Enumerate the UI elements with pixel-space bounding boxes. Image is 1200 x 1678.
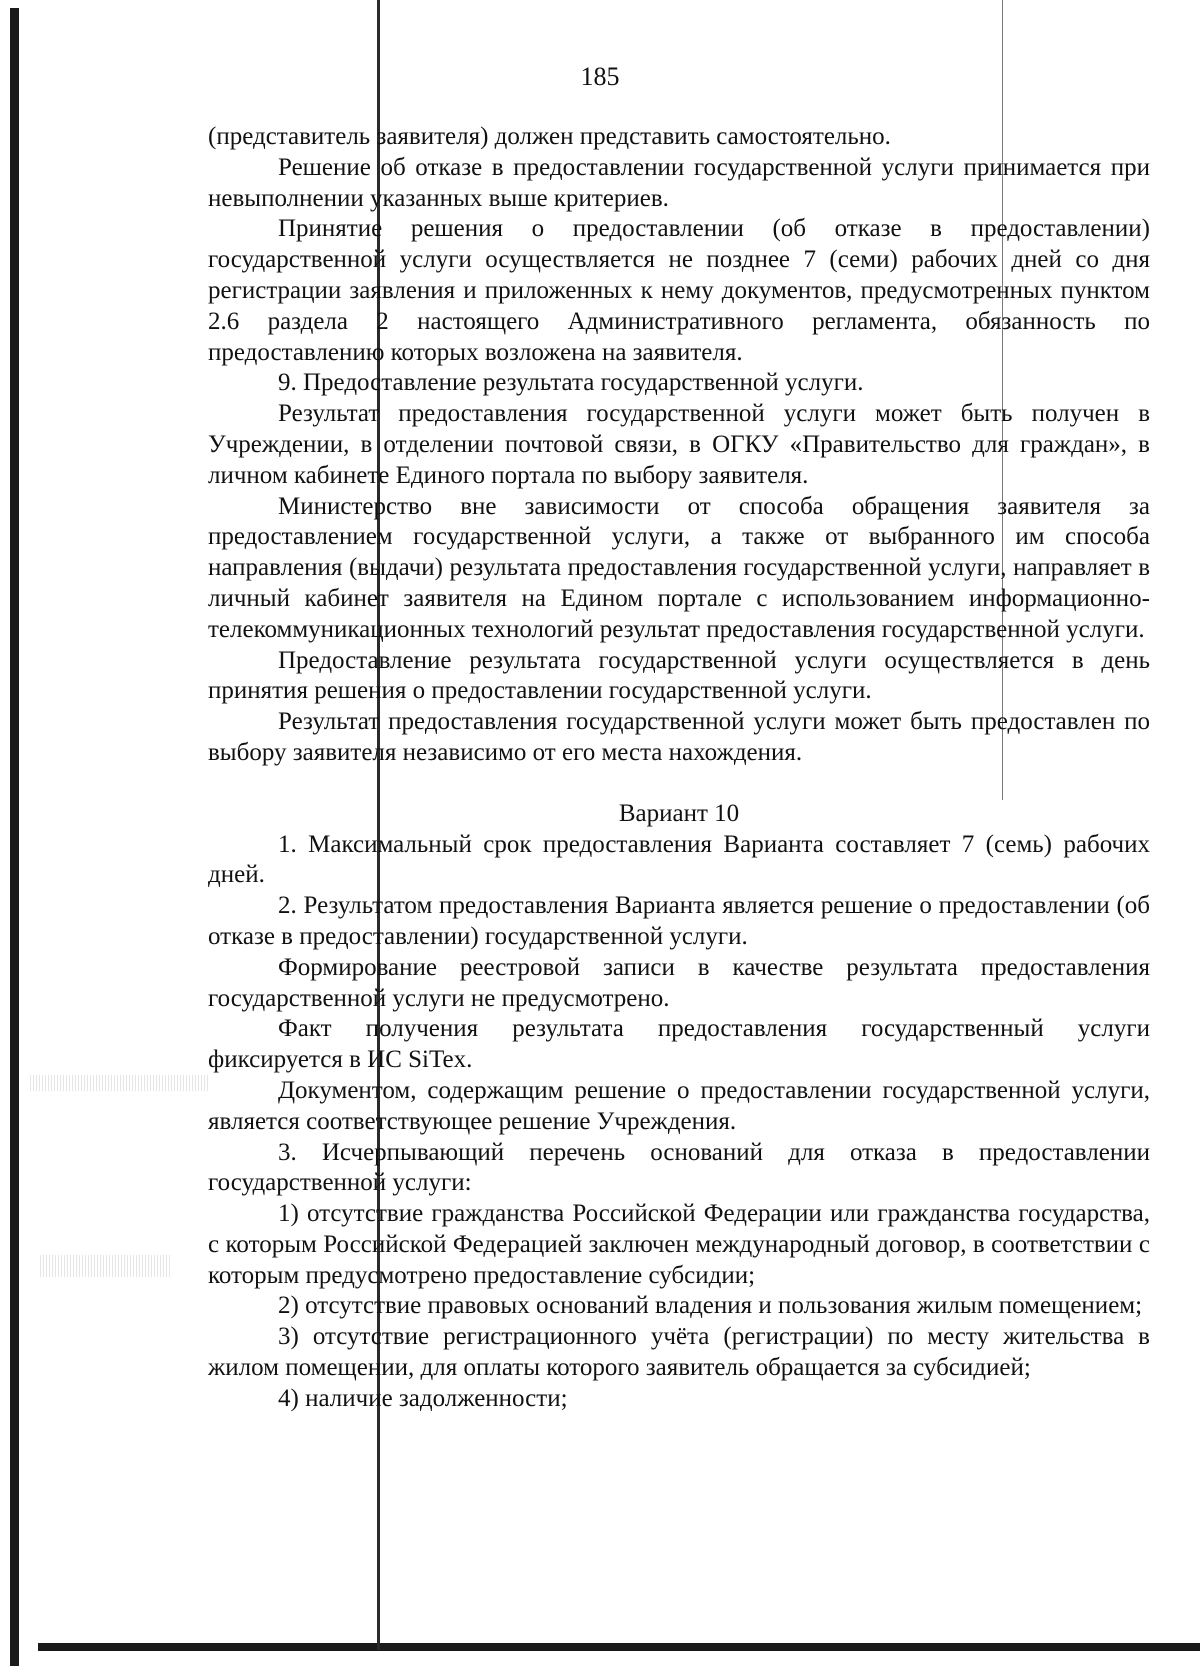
page-number: 185 [580,62,620,91]
scan-noise [40,1255,170,1277]
scan-edge-bottom [38,1643,1200,1651]
paragraph: 9. Предоставление результата государственной услуги. [278,369,864,397]
paragraph: 3. Исчерпывающий перечень оснований для отказа в предоставлении государственной услуги: [208,1138,1150,1197]
paragraph: Формирование реестровой записи в качестве результата предоставления государственной услуги не предусмотрено. [208,953,1150,1012]
paragraph: Принятие решения о предоставлении (об отказе в предоставлении) государственной услуги осуществляется не позднее 7 (семи) рабочих дней со дня регистрации заявления и приложенных к нему документов, предусмотренных пунктом 2.6 раздела 2 настоящего Административного регламента, обязанность по предоставлению которых возложена на заявителя. [208,215,1150,366]
paragraph: Министерство вне зависимости от способа обращения заявителя за предоставлением государственной услуги, а также от выбранного им способа направления (выдачи) результата предоставления государственной услуги, направляет в личный кабинет заявителя на Едином портале с использованием информационно-телекоммуникационных технологий результат предоставления государственной услуги. [208,492,1150,643]
paragraph: (представитель заявителя) должен представить самостоятельно. [208,123,891,150]
paragraph: Результат предоставления государственной услуги может быть получен в Учреждении, в отделении почтовой связи, в ОГКУ «Правительство для граждан», в личном кабинете Единого портала по выбору заявителя. [208,400,1150,489]
paragraph: Предоставление результата государственной услуги осуществляется в день принятия решения о предоставлении государственной услуги. [208,646,1150,705]
scan-edge-left [10,8,19,1666]
list-item: 3) отсутствие регистрационного учёта (регистрации) по месту жительства в жилом помещении, для оплаты которого заявитель обращается за субсидией; [208,1323,1150,1382]
scan-noise [30,1075,210,1091]
paragraph: 2. Результатом предоставления Варианта является решение о предоставлении (об отказе в предоставлении) государственной услуги. [208,892,1150,950]
body-text [208,122,1150,1415]
paragraph: Решение об отказе в предоставлении государственной услуги принимается при невыполнении указанных выше критериев. [208,153,1150,212]
list-item: 1) отсутствие гражданства Российской Федерации или гражданства государства, с которым Российской Федерацией заключен международный договор, в соответствии с которым предусмотрено предоставление субсидии; [208,1200,1150,1289]
list-item: 2) отсутствие правовых оснований владения и пользования жилым помещением; [278,1292,1143,1320]
paragraph: 1. Максимальный срок предоставления Варианта составляет 7 (семь) рабочих дней. [208,830,1150,889]
paragraph: Документом, содержащим решение о предоставлении государственной услуги, является соответствующее решение Учреждения. [208,1076,1150,1135]
paragraph: Факт получения результата предоставления государственный услуги фиксируется в ИС SiTex. [208,1015,1150,1074]
list-item: 4) наличие задолженности; [278,1384,568,1412]
paragraph: Результат предоставления государственной услуги может быть предоставлен по выбору заявителя независимо от его места нахождения. [208,708,1150,766]
section-heading: Вариант 10 [618,799,740,827]
